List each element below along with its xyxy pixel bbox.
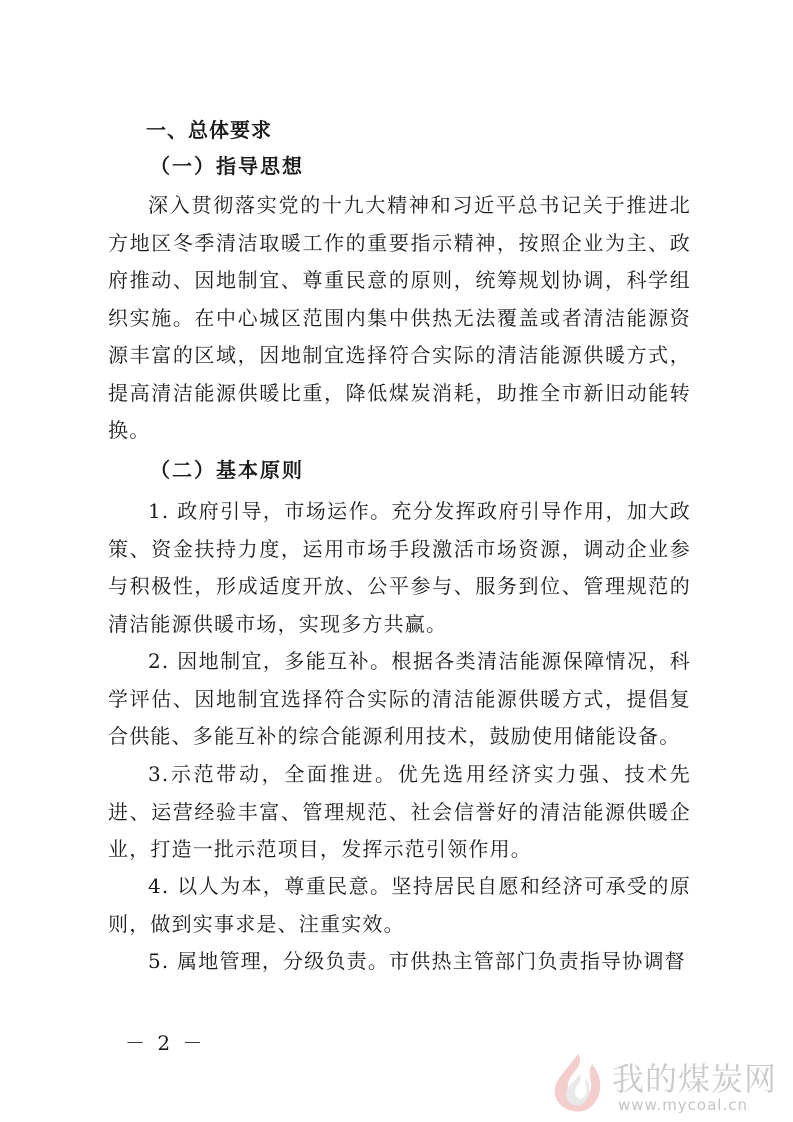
paragraph-principle-1: 1. 政府引导，市场运作。充分发挥政府引导作用，加大政策、资金扶持力度，运用市场手段激活市场资源，调动企业参与积极性，形成适度开放、公平参与、服务到位、管理规范的清洁能源供暖市场，实现多方共赢。 bbox=[108, 499, 691, 636]
paragraph-guiding-ideology: 深入贯彻落实党的十九大精神和习近平总书记关于推进北方地区冬季清洁取暖工作的重要指示精神，按照企业为主、政府推动、因地制宜、尊重民意的原则，统筹规划协调，科学组织实施。在中心城区范围内集中供热无法覆盖或者清洁能源资源丰富的区域，因地制宜选择符合实际的清洁能源供暖方式，提高清洁能源供暖比重，降低煤炭消耗，助推全市新旧动能转换。 bbox=[108, 193, 691, 442]
paragraph-principle-5: 5. 属地管理，分级负责。市供热主管部门负责指导协调督 bbox=[148, 949, 686, 973]
subsection-title-basic-principles: （二）基本原则 bbox=[150, 458, 304, 482]
paragraph-principle-2: 2. 因地制宜，多能互补。根据各类清洁能源保障情况，科学评估、因地制宜选择符合实际的清洁能源供暖方式，提倡复合供能、多能互补的综合能源利用技术，鼓励使用储能设备。 bbox=[108, 649, 691, 748]
watermark-site-name: 我的煤炭网 bbox=[612, 1060, 778, 1098]
page-number: － 2 － bbox=[125, 1031, 206, 1055]
paragraph-principle-3: 3.示范带动，全面推进。优先选用经济实力强、技术先进、运营经验丰富、管理规范、社会信誉好的清洁能源供暖企业，打造一批示范项目，发挥示范引领作用。 bbox=[108, 762, 691, 861]
watermark bbox=[548, 1050, 788, 1120]
watermark-site-url: www.mycoal.cn bbox=[618, 1096, 748, 1114]
section-title: 一、总体要求 bbox=[146, 118, 272, 142]
subsection-title-guiding-ideology: （一）指导思想 bbox=[150, 154, 304, 178]
paragraph-principle-4: 4. 以人为本，尊重民意。坚持居民自愿和经济可承受的原则，做到实事求是、注重实效。 bbox=[108, 874, 691, 936]
flame-logo-icon bbox=[548, 1050, 608, 1118]
